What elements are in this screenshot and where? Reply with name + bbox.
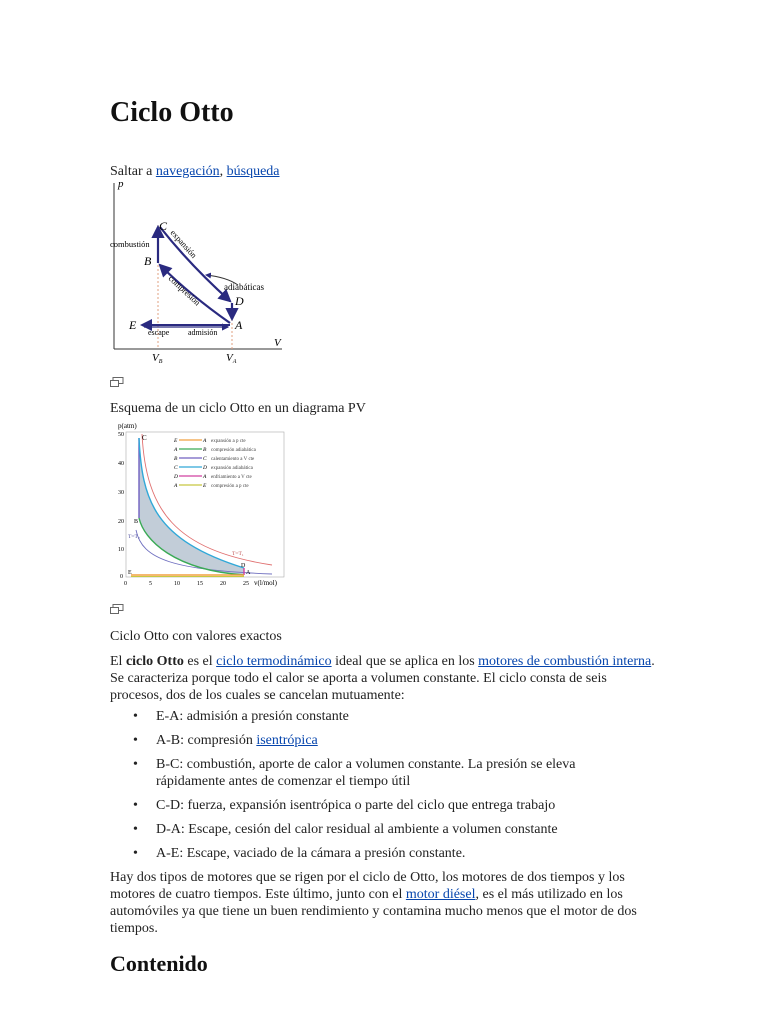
intro-paragraph [110,653,662,704]
list-item-text: B-C: combustión, aporte de calor a volumen constante. La presión se eleva rápidamente antes de comenzar el tiempo útil [156,757,576,789]
legend-to: B [203,447,207,453]
ytick-30: 30 [118,490,124,496]
intro-text: . Se caracteriza porque todo el calor se aporta a volumen constante. El ciclo consta de seis procesos, dos de los cuales se cancelan mutuamente: [110,654,655,703]
list-item [110,732,640,749]
legend-to: D [203,465,207,471]
chart-point-b: B [134,519,139,525]
adiabatics-label: adiabáticas [224,282,264,292]
isotherm-t1-label: T=T₁ [232,551,244,557]
intro-text: El [110,654,126,669]
legend-to: A [203,438,207,444]
legend-from: A [174,483,178,489]
list-item [110,845,640,862]
list-item [110,797,640,814]
admission-label: admisión [188,328,218,337]
ytick-40: 40 [118,461,124,467]
legend-label: compresión a p cte [211,484,249,489]
list-item-text: C-D: fuerza, expansión isentrópica o parte del ciclo que entrega trabajo [156,798,556,813]
vb-label: VB [152,352,163,365]
enlarge-icon[interactable] [110,604,124,614]
escape-label: escape [148,328,170,337]
y-axis-label: p(atm) [118,422,137,430]
list-item [110,756,640,790]
xtick-20: 20 [220,581,226,587]
intro-text: es el [183,654,217,669]
combustion-label: combustión [110,239,150,249]
otto-exact-values-chart[interactable] [114,420,289,590]
chart-point-a: A [246,570,251,576]
xtick-25: 25 [243,581,249,587]
v-axis-label: V [274,337,281,349]
chart-point-d: D [241,563,246,569]
xtick-15: 15 [197,581,203,587]
isotherm-t2-label: T=T₂ [128,534,140,540]
compression-label: compresión [166,273,203,308]
list-item [110,821,640,838]
legend-to: E [203,483,207,489]
point-d-label: D [235,294,244,308]
point-a-label: A [235,318,243,332]
point-e-label: E [129,318,137,332]
xtick-0: 0 [124,581,127,587]
contents-heading: Contenido [110,951,208,976]
legend-from: D [174,474,178,480]
legend-label: calentamiento a V cte [211,457,255,462]
thermodynamic-cycle-link[interactable]: ciclo termodinámico [216,654,332,669]
legend-from: A [174,447,178,453]
ytick-10: 10 [118,547,124,553]
process-list [110,708,640,869]
legend-to: C [203,456,207,462]
isentropic-link[interactable]: isentrópica [256,733,318,748]
expansion-label: expansión [168,227,200,260]
figure1-caption: Esquema de un ciclo Otto en un diagrama PV [110,401,366,416]
ytick-0: 0 [120,574,123,580]
xtick-10: 10 [174,581,180,587]
paragraph-text: , es el más utilizado en los automóviles ya que tiene un buen rendimiento y contamina mucho menos que el motor de dos tiempos. [110,887,637,936]
diesel-engine-link[interactable]: motor diésel [405,887,476,902]
list-item-text: A-E: Escape, vaciado de la cámara a presión constante. [156,846,466,861]
intro-text: ideal que se aplica en los [331,654,479,669]
ytick-50: 50 [118,432,124,438]
expansion-curve [160,227,230,301]
legend-label: expansión adiabática [211,466,253,471]
legend-from: C [174,465,178,471]
p-axis-label: p [118,178,124,190]
point-b-label: B [144,254,152,268]
legend-label: enfriamiento a V cte [211,475,252,480]
search-link[interactable]: búsqueda [226,164,280,179]
va-label: VA [226,352,237,365]
legend-to: A [203,474,207,480]
legend-from: B [174,456,178,462]
list-item-text: E-A: admisión a presión constante [156,709,349,724]
jump-prefix: Saltar a [110,164,156,179]
figure2-caption: Ciclo Otto con valores exactos [110,629,282,644]
legend-label: expansión a p cte [211,439,246,444]
enlarge-icon[interactable] [110,377,124,387]
xtick-5: 5 [149,581,152,587]
otto-pv-diagram[interactable] [110,175,290,365]
page-title: Ciclo Otto [110,97,234,128]
ytick-20: 20 [118,519,124,525]
list-item-text: A-B: compresión [156,733,257,748]
point-c-label: C [159,219,168,233]
jump-separator: , [219,164,227,179]
internal-combustion-link[interactable]: motores de combustión interna [478,654,652,669]
chart-point-c: C [142,434,147,442]
intro-bold-term: ciclo Otto [125,654,184,669]
x-axis-label: v(l/mol) [254,579,277,587]
legend-from: E [174,438,178,444]
list-item-text: D-A: Escape, cesión del calor residual al ambiente a volumen constante [156,822,558,837]
chart-point-e: E [128,570,132,576]
legend-label: compresión adiabática [211,448,256,453]
paragraph-text: Hay dos tipos de motores que se rigen por el ciclo de Otto, los motores de dos tiempos y los motores de cuatro tiempos. Este último, junto con el [110,870,625,902]
navigation-link[interactable]: navegación [155,164,220,179]
engine-types-paragraph [110,869,662,937]
list-item [110,708,640,725]
